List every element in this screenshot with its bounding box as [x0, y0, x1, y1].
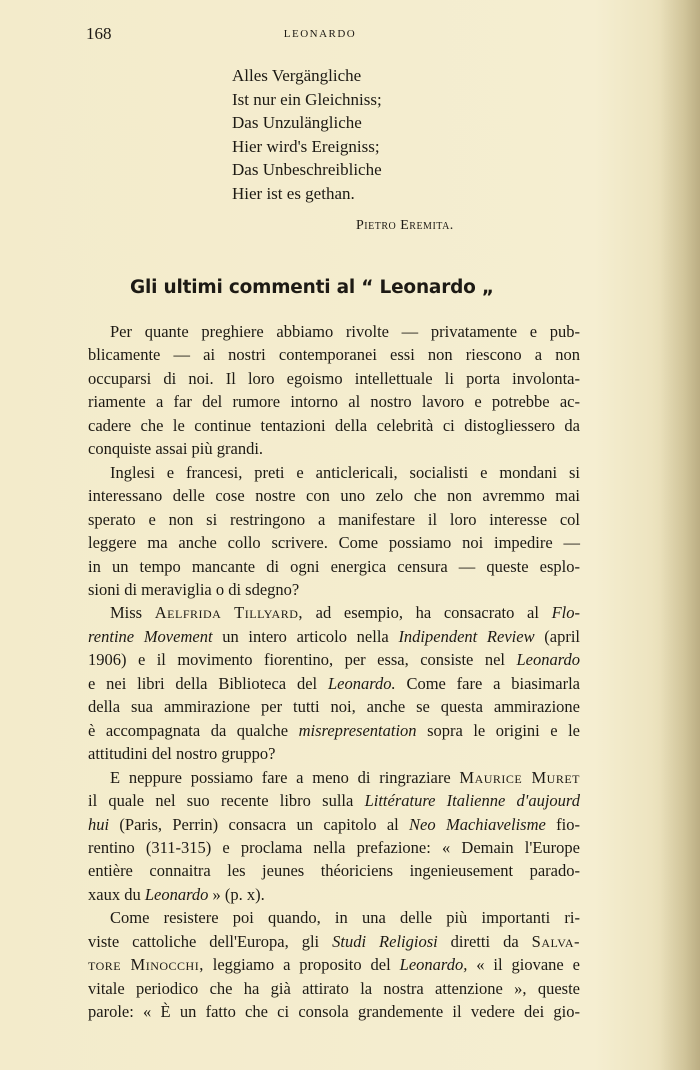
text-line: cadere che le continue tentazioni della celebrità ci distogliessero da [88, 415, 580, 435]
text-line: blicamente — ai nostri contemporanei essi non riescono a non [88, 345, 580, 365]
text-line: Inglesi e francesi, preti e anticlericali, socialisti e mondani si [110, 462, 580, 482]
text-line: occuparsi di noi. Il loro egoismo intellettuale li porta involonta- [88, 368, 580, 388]
text-line: rentine Movement un intero articolo nella Indipendent Review (april [88, 626, 580, 646]
text-line: il quale nel suo recente libro sulla Littérature Italienne d'aujourd [88, 791, 580, 811]
article-body [88, 320, 580, 1024]
poem-line: Alles Vergängliche [232, 66, 362, 85]
poem-quote [232, 64, 382, 205]
section-title: Gli ultimi commenti al “ Leonardo „ [130, 277, 494, 298]
poem-line: Das Unbeschreibliche [232, 160, 382, 179]
author-name: Aelfrida Tillyard, [154, 603, 304, 623]
text-line: sperato e non si restringono a manifestare il loro interesse col [88, 509, 580, 529]
text-line: Come resistere poi quando, in una delle più importanti ri- [110, 908, 580, 928]
text-line: viste cattoliche dell'Europa, gli Studi Religiosi diretti da Salva- [88, 931, 580, 951]
text-line: Per quante preghiere abbiamo rivolte — privatamente e pub- [110, 322, 580, 341]
text-line: hui (Paris, Perrin) consacra un capitolo al Neo Machiavelisme fio- [88, 814, 580, 834]
text-line: in un tempo mancante di ogni energica censura — queste esplo- [88, 556, 580, 576]
text-line: della sua ammirazione per tutti noi, anche se questa ammirazione [88, 697, 580, 717]
poem-line: Hier ist es gethan. [232, 183, 355, 203]
page-number: 168 [86, 24, 112, 43]
paragraph-5 [88, 906, 580, 1023]
text-line: 1906) e il movimento fiorentino, per essa, consiste nel Leonardo [88, 650, 580, 670]
poem-line: Hier wird's Ereigniss; [232, 136, 380, 156]
poem-line: Das Unzulängliche [232, 113, 362, 132]
text-line: attitudini del nostro gruppo? [88, 744, 276, 764]
text-line: Miss Aelfrida Tillyard, ad esempio, ha consacrato al Flo- [110, 603, 580, 623]
poem-line: Ist nur ein Gleichniss; [232, 89, 382, 109]
author-name: Maurice Muret [459, 767, 581, 787]
text-line: parole: « È un fatto che ci consola grandemente il vedere dei gio- [88, 1002, 580, 1022]
text-line: xaux du Leonardo » (p. x). [88, 884, 265, 904]
paragraph-4 [88, 766, 580, 907]
paragraph-3 [88, 601, 580, 765]
running-title: LEONARDO [283, 28, 357, 40]
author-name: tore Minocchi, [88, 955, 204, 975]
text-line: leggere ma anche collo scrivere. Come possiamo noi impedire — [88, 533, 580, 553]
text-line: E neppure possiamo fare a meno di ringraziare Maurice Muret [110, 767, 581, 787]
text-line: vitale periodico che ha già attirato la nostra attenzione », queste [88, 978, 580, 998]
text-line: tore Minocchi, leggiamo a proposito del Leonardo, « il giovane e [88, 955, 580, 975]
paragraph-1 [88, 320, 580, 461]
text-line: è accompagnata da qualche misrepresentation sopra le origini e le [88, 720, 580, 740]
text-line: entière connaitra les jeunes théoriciens ingenieusement parado- [88, 861, 580, 881]
poem-signature: Pietro Eremita. [356, 218, 454, 233]
text-line: sioni di meraviglia o di sdegno? [88, 579, 300, 599]
text-line: rentino (311-315) e proclama nella prefazione: « Demain l'Europe [88, 837, 580, 857]
page-edge-shadow [660, 0, 700, 1070]
text-line: interessano delle cose nostre con uno zelo che non avremmo mai [88, 486, 580, 506]
paragraph-2 [88, 461, 580, 602]
text-line: conquiste assai più grandi. [88, 439, 264, 459]
text-line: e nei libri della Biblioteca del Leonardo. Come fare a biasimarla [88, 673, 580, 693]
text-line: riamente a far del rumore intorno al nostro lavoro e potrebbe ac- [88, 392, 580, 412]
author-name: Salva- [531, 931, 580, 951]
